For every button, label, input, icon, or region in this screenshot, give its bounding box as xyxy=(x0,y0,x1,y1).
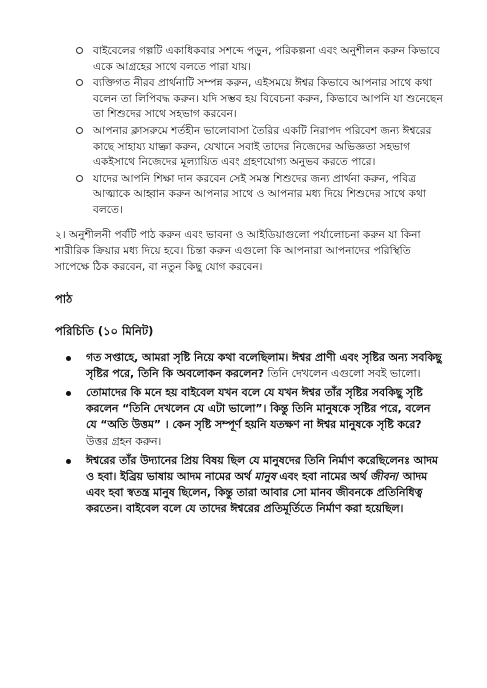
list-item xyxy=(93,124,443,171)
list-item xyxy=(93,76,443,123)
emphasis-word: মানুষ xyxy=(254,469,276,483)
list-item xyxy=(93,172,443,219)
answer-text: তিনি দেখলেন এগুলো সবই ভালো। xyxy=(267,366,421,380)
statement-text: এবং হবা নামের অর্থ xyxy=(279,469,367,483)
preparation-sublist xyxy=(55,44,443,219)
list-item xyxy=(86,385,443,450)
introduction-heading: পরিচিতি (১০ মিনিট) xyxy=(55,323,154,338)
step-two-paragraph: ২। অনুশীলনী পর্বটি পাঠ করুন এবং ভাবনা ও আইডিয়াগুলো পর্যালোচনা করুন যা কিনা শারীরিক ক্রিয়ার মধ্য দিয়ে হবে। চিন্তা করুন এগুলো কি আপনারা আপনাদের পরিস্থিতি সাপেক্ষে ঠিক করবেন, বা নতুন কিছু যোগ করবেন। xyxy=(55,228,421,273)
circle-bullet-icon xyxy=(76,175,83,182)
list-item xyxy=(86,453,443,518)
bullet-icon xyxy=(66,391,71,396)
list-item-text: আপনার ক্লাসরুমে শর্তহীন ভালোবাসা তৈরির একটি নিরাপদ পরিবেশ জন্য ঈশ্বরের কাছে সাহায্য যাচ্ঞা করুন, যেখানে সবাই তাদের নিজেদের অভিজ্ঞতা সহভাগ একইসাথে নিজেদের মূল্যায়িত এবং গ্রহণযোগ্য অনুভব করতে পারে। xyxy=(93,124,432,169)
bullet-icon xyxy=(66,356,71,361)
circle-bullet-icon xyxy=(76,47,83,54)
circle-bullet-icon xyxy=(76,127,83,134)
list-item xyxy=(93,44,443,75)
list-item-text: বাইবেলের গল্পটি একাধিকবার সশব্দে পড়ুন, পরিকল্পনা এবং অনুশীলন করুন কিভাবে একে আগ্রহের সাথে বলতে পারা যায়। xyxy=(93,45,440,73)
introduction-list xyxy=(55,350,443,518)
answer-text: উত্তর গ্রহন করুন। xyxy=(86,434,162,448)
bullet-icon xyxy=(66,459,71,464)
list-item-text: ব্যক্তিগত নীরব প্রার্থনাটি সম্পন্ন করুন, এইসময়ে ঈশ্বর কিভাবে আপনার সাথে কথা বলেন তা লিপিবদ্ধ করুন। যদি সম্ভব হয় বিবেচনা করুন, কিভাবে আপনি যা শুনেছেন তা শিশুদের সাথে সহভাগ করবেন। xyxy=(93,77,443,121)
question-text: তোমাদের কি মনে হয় বাইবেল যখন বলে যে যখন ঈশ্বর তাঁর সৃষ্টির সবকিছু সৃষ্টি করলেন “তিনি দেখলেন যে এটা ভালো”। কিন্তু তিনি মানুষকে সৃষ্টির পরে, বলেন যে “অতি উত্তম” । কেন সৃষ্টি সম্পূর্ণ হয়নি যতক্ষণ না ঈশ্বর মানুষকে সৃষ্টি করে? xyxy=(86,385,431,432)
emphasis-word: জীবন xyxy=(370,469,396,483)
lesson-heading: পাঠ xyxy=(55,291,73,306)
list-item xyxy=(86,350,443,382)
statement-text: / আদম এবং হবা স্বতন্ত্র মানুষ ছিলেন, কিন্তু তারা আবার সো মানব জীবনকে প্রতিনিধিত্ব করতেন। বাইবেল বলে যে তাদের ঈশ্বরের প্রতিমূর্তিতে নির্মাণ করা হয়েছিল। xyxy=(86,469,428,516)
circle-bullet-icon xyxy=(76,79,83,86)
list-item-text: যাদের আপনি শিক্ষা দান করবেন সেই সমস্ত শিশুদের জন্য প্রার্থনা করুন, পবিত্র আত্মাকে আহ্বান করুন আপনার সাথে ও আপনার মধ্য দিয়ে শিশুদের সাথে কথা বলতে। xyxy=(93,172,426,216)
question-text: গত সপ্তাহে, আমরা সৃষ্টি নিয়ে কথা বলেছিলাম। ঈশ্বর প্রাণী এবং সৃষ্টির অন্য সবকিছু সৃষ্টির পরে, তিনি কি অবলোকন করলেন? xyxy=(86,350,442,380)
statement-text: ঈশ্বরের তাঁর উদ্যানের প্রিয় বিষয় ছিল যে মানুষদের তিনি নির্মাণ করেছিলেনঃ আদম ও হবা। ইব্রিয় ভাষায় আদম নামের অর্থ xyxy=(86,453,438,483)
